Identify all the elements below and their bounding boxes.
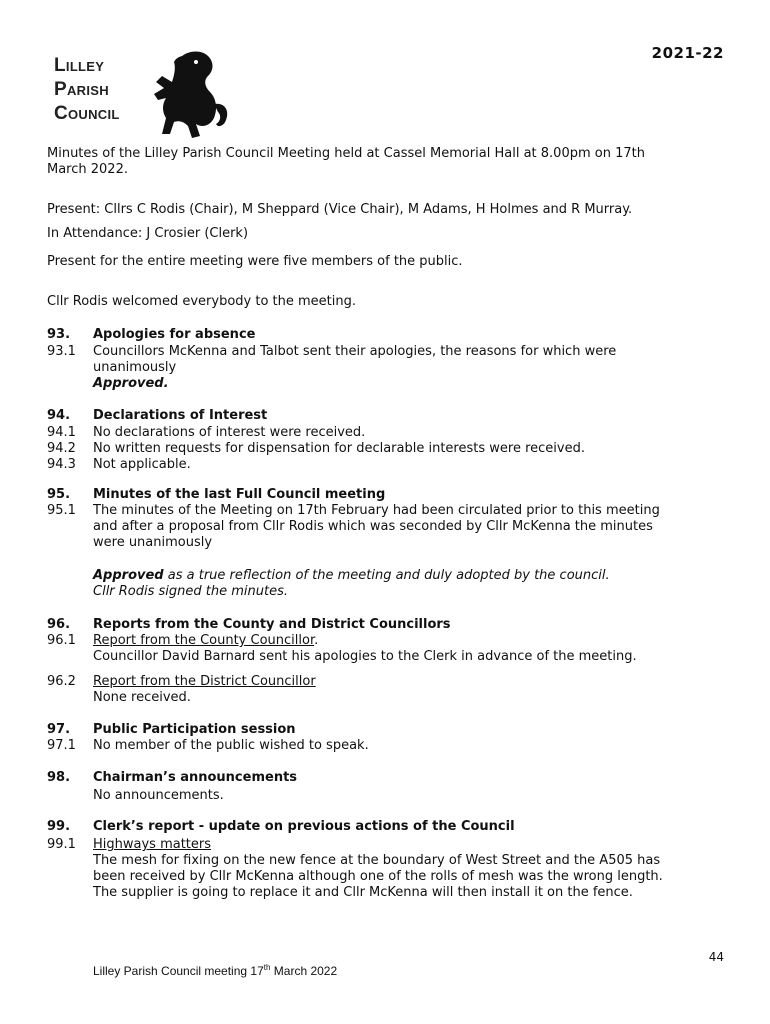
item-number: 96.1 — [47, 633, 76, 648]
section-number: 93. — [47, 327, 71, 342]
section-heading: Public Participation session — [93, 722, 296, 737]
item-text: No written requests for dispensation for declarable interests were received. — [93, 441, 585, 456]
present-line: Present: Cllrs C Rodis (Chair), M Sheppard (Vice Chair), M Adams, H Holmes and R Murray. — [47, 202, 633, 217]
section-heading: Clerk’s report - update on previous actions of the Council — [93, 819, 515, 834]
section-heading: Apologies for absence — [93, 327, 256, 342]
section-number: 94. — [47, 408, 71, 423]
item-number: 93.1 — [47, 344, 76, 359]
lion-rampant-icon — [144, 48, 234, 140]
logo-text: Lilley Parish Council — [54, 55, 120, 124]
item-text: Report from the County Councillor. Councillor David Barnard sent his apologies to the Clerk in advance of the meeting. — [93, 633, 637, 664]
item-number: 97.1 — [47, 738, 76, 753]
minutes-title: Minutes of the Lilley Parish Council Meeting held at Cassel Memorial Hall at 8.00pm on 17th March 2022. — [47, 146, 645, 177]
public-line: Present for the entire meeting were five members of the public. — [47, 254, 463, 269]
section-number: 98. — [47, 770, 71, 785]
item-text: The minutes of the Meeting on 17th February had been circulated prior to this meeting and after a proposal from Cllr Rodis which was seconded by Cllr McKenna the minutes were unanimously — [93, 503, 660, 550]
item-text: Highways matters The mesh for fixing on the new fence at the boundary of West Street and the A505 has been received by Cllr McKenna although one of the rolls of mesh was the wrong length. The supplier is going to replace it and Cllr McKenna will then install it on the fence. — [93, 837, 663, 900]
section-heading: Declarations of Interest — [93, 408, 268, 423]
item-text: Not applicable. — [93, 457, 191, 472]
page-footer: Lilley Parish Council meeting 17th March 2022 — [93, 963, 338, 978]
page-number: 44 — [708, 950, 724, 964]
item-number: 94.2 — [47, 441, 76, 456]
approval-note: Approved as a true reflection of the meeting and duly adopted by the council. Cllr Rodis signed the minutes. — [93, 568, 610, 599]
attendance-line: In Attendance: J Crosier (Clerk) — [47, 226, 249, 241]
section-heading: Chairman’s announcements — [93, 770, 298, 785]
item-text: Report from the District Councillor None received. — [93, 674, 316, 705]
item-text: No announcements. — [93, 788, 224, 803]
section-number: 95. — [47, 487, 71, 502]
section-number: 96. — [47, 617, 71, 632]
document-year: 2021-22 — [651, 44, 724, 62]
item-number: 94.1 — [47, 425, 76, 440]
item-number: 96.2 — [47, 674, 76, 689]
section-number: 99. — [47, 819, 71, 834]
item-number: 94.3 — [47, 457, 76, 472]
section-number: 97. — [47, 722, 71, 737]
welcome-line: Cllr Rodis welcomed everybody to the meeting. — [47, 294, 356, 309]
item-number: 95.1 — [47, 503, 76, 518]
item-text: No declarations of interest were received. — [93, 425, 366, 440]
item-number: 99.1 — [47, 837, 76, 852]
item-text: No member of the public wished to speak. — [93, 738, 369, 753]
section-heading: Reports from the County and District Councillors — [93, 617, 451, 632]
section-heading: Minutes of the last Full Council meeting — [93, 487, 386, 502]
council-logo — [52, 48, 242, 140]
item-text: Councillors McKenna and Talbot sent their apologies, the reasons for which were unanimously Approved. — [93, 344, 617, 391]
